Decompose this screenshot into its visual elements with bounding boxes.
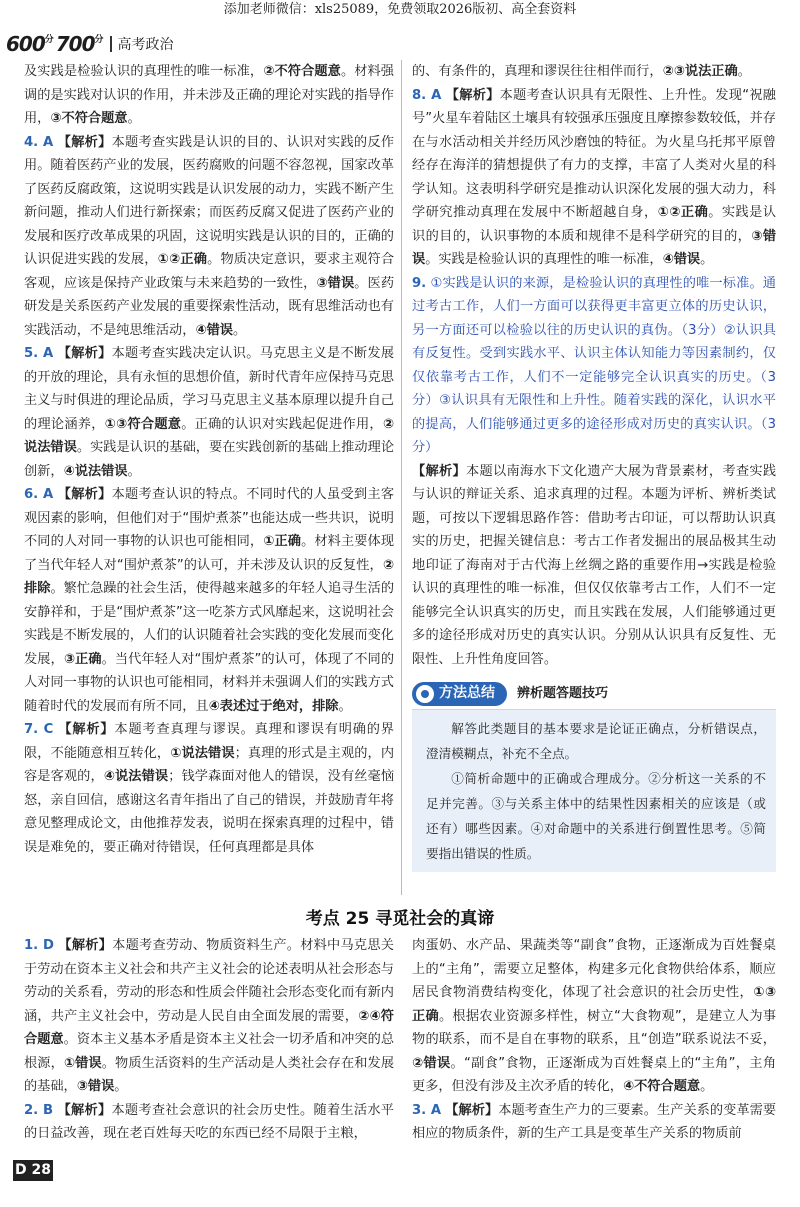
right-column-section2 [412, 934, 776, 1146]
lightbulb-icon [416, 685, 434, 703]
subject-title: 高考政治 [117, 37, 174, 53]
method-badge: 方法总结 [412, 682, 507, 706]
answer-s2-2: 2. B 【解析】本题考查社会意识的社会历史性。随着生活水平的日益改善，现在老百姓每天吃的东西已经不局限于主粮， [24, 1102, 394, 1141]
promo-banner: 添加老师微信：xls25089，免费领取2026版初、高全套资料 [223, 2, 577, 17]
method-summary-box [412, 709, 776, 872]
answer-s2-3: 3. A 【解析】本题考查生产力的三要素。生产关系的变革需要相应的物质条件，新的生产工具是变革生产关系的物质前 [412, 1102, 777, 1141]
answer-5: 5. A 【解析】本题考查实践决定认识。马克思主义是不断发展的开放的理论，具有永恒的思想价值，新时代青年应保持马克思主义与时俱进的理论品质，学习马克思主义基本原理以提升自己的理论涵养，①③符合题意。正确的认识对实践起促进作用，②说法错误。实践是认识的基础，要在实践创新的基础上推动理论创新，④说法错误。 [24, 346, 395, 479]
section-title: 考点 25 寻觅社会的真谛 [305, 909, 495, 929]
answer-7: 7. C 【解析】本题考查真理与谬误。真理和谬误有明确的界限，不能随意相互转化，①说法错误；真理的形式是主观的，内容是客观的，④说法错误；钱学森面对他人的错误，没有丝毫恼怒，亲自回信，感谢这名青年指出了自己的错误，并鼓励青年将意见整理成论文，由他推荐发表，说明在探索真理的过程中，错误是难免的，要正确对待错误，任何真理都是具体 [24, 722, 395, 855]
answer-9-analysis: 【解析】本题以南海水下文化遗产大展为背景素材，考查实践与认识的辩证关系、追求真理的过程。本题为评析、辨析类试题，可按以下逻辑思路作答：借助考古印证，可以帮助认识真实的历史，把握关键信息：考古工作者发掘出的展品极其生动地印证了海南对于古代海上丝绸之路的重要作用→实践是检验认识的真理性的唯一标准，但仅仅依靠考古工作，人们不一定能够完全认识真实的历史，而且实践在发展，人们能够通过更多的途径形成对历史的真实认识。分别从认识具有反复性、无限性、上升性角度回答。 [412, 463, 777, 667]
left-column-section2 [24, 934, 394, 1146]
right-column [412, 60, 776, 872]
method-para-1: 解答此类题目的基本要求是论证正确点，分析错误点，澄清模糊点，补充不全点。 [426, 721, 766, 761]
answer-6: 6. A 【解析】本题考查认识的特点。不同时代的人虽受到主客观因素的影响，但他们对于“围炉煮茶”也能达成一些共识，说明不同的人对同一事物的认识也可能相同，①正确。材料主要体现了当代年轻人对“围炉煮茶”的认可，并未涉及认识的反复性，②排除。繁忙急躁的社会生活，使得越来越多的年轻人追寻生活的安静祥和，于是“围炉煮茶”这一吃茶方式风靡起来，这说明社会实践是不断发展的，人们的认识随着社会实践的变化发展而变化发展，③正确。当代年轻人对“围炉煮茶”的认可，体现了不同的人对同一事物的认识也可能相同，材料并未强调人们的实践方式随着时代的发展而有所不同，且④表述过于绝对，排除。 [24, 487, 395, 714]
answer-s2-1: 1. D 【解析】本题考查劳动、物质资料生产。材料中马克思关于劳动在资本主义社会和共产主义社会的论述表明从社会形态与劳动的关系看，劳动的形态和性质会伴随社会形态变化而有新内涵，共产主义社会中，劳动是人民自由全面发展的需要，②④符合题意。资本主义基本矛盾是资本主义社会一切矛盾和冲突的总根源，①错误。物质生活资料的生产活动是人类社会存在和发展的基础，③错误。 [24, 938, 395, 1094]
answer-9: 9. ①实践是认识的来源，是检验认识的真理性的唯一标准。通过考古工作，人们一方面可以获得更丰富更立体的历史认识，另一方面还可以检验以往的历史认识的真伪。（3分）②认识具有反复性。受到实践水平、认识主体认知能力等因素制约，仅仅依靠考古工作，人们不一定能够完全认识真实的历史。（3分）③认识具有无限性和上升性。随着实践的深化，认识水平的提高，人们能够通过更多的途径形成对历史的真实认识。（3分） [412, 275, 776, 455]
method-summary-header [412, 681, 776, 707]
continued-answer-right: 的、有条件的，真理和谬误往往相伴而行，②③说法正确。 [412, 64, 751, 79]
left-column [24, 60, 394, 859]
continued-answer: 及实践是检验认识的真理性的唯一标准，②不符合题意。材料强调的是实践对认识的作用，并未涉及正确的理论对实践的指导作用，③不符合题意。 [24, 64, 394, 126]
logo: $600^分$ $700^分$ [6, 32, 103, 56]
answer-9-key: ①实践是认识的来源，是检验认识的真理性的唯一标准。通过考古工作，人们一方面可以获得更丰富更立体的历史认识，另一方面还可以检验以往的历史认识的真伪。（3分）②认识具有反复性。受到实践水平、认识主体认知能力等因素制约，仅仅依靠考古工作，人们不一定能够完全认识真实的历史。（3分）③认识具有无限性和上升性。随着实践的深化，认识水平的提高，人们能够通过更多的途径形成对历史的真实认识。（3分） [412, 275, 776, 455]
header-divider [110, 36, 112, 52]
brand-header [6, 31, 174, 57]
method-subtitle: 辨析题答题技巧 [517, 686, 609, 702]
method-para-2: ①简析命题中的正确或合理成分。②分析这一关系的不足并完善。③与关系主体中的结果性因素相关的应该是（或还有）哪些因素。④对命题中的关系进行倒置性思考。⑤简要指出错误的性质。 [426, 771, 766, 861]
column-divider [401, 60, 402, 895]
page-number: D 28 [13, 1160, 53, 1181]
continued-answer-s2: 肉蛋奶、水产品、果蔬类等“副食”食物，正逐渐成为百姓餐桌上的“主角”，需要立足整体，构建多元化食物供给体系，顺应居民食物消费结构变化，体现了社会意识的社会历史性，①③正确。根据农业资源多样性，树立“大食物观”，是建立人为事物的联系，而不是自在事物的联系，且“创造”联系说法不妥，②错误。“副食”食物，正逐渐成为百姓餐桌上的“主角”，主角更多，但没有涉及主次矛盾的转化，④不符合题意。 [412, 938, 777, 1094]
answer-4: 4. A 【解析】本题考查实践是认识的目的、认识对实践的反作用。随着医药产业的发展，医药腐败的问题不容忽视，国家改革了医药反腐政策，这说明实践是认识发展的动力，实践不断产生新问题，推动人们进行新探索；而医药反腐又促进了医药产业的发展和医疗改革成果的巩固，这说明实践是认识的目的，正确的认识促进实践的发展，①②正确。物质决定意识，要求主观符合客观，应该是保持产业政策与未来趋势的一致性，③错误。医药研发是关系医药产业发展的重要探索性活动，既有思维活动也有实践活动，不是纯思维活动，④错误。 [24, 134, 395, 338]
answer-8: 8. A 【解析】本题考查认识具有无限性、上升性。发现“祝融号”火星车着陆区土壤具有较强承压强度且摩擦参数较低，并存在与水活动相关并经历风沙磨蚀的特征。为火星乌托邦平原曾经存在海洋的猜想提供了有力的支撑，丰富了人类对火星的科学认知。这表明科学研究是推动认识深化发展的强大动力，科学研究推动真理在发展中不断超越自身，①②正确。实践是认识的目的，认识事物的本质和规律不是科学研究的目的，③错误。实践是检验认识的真理性的唯一标准，④错误。 [412, 87, 777, 267]
